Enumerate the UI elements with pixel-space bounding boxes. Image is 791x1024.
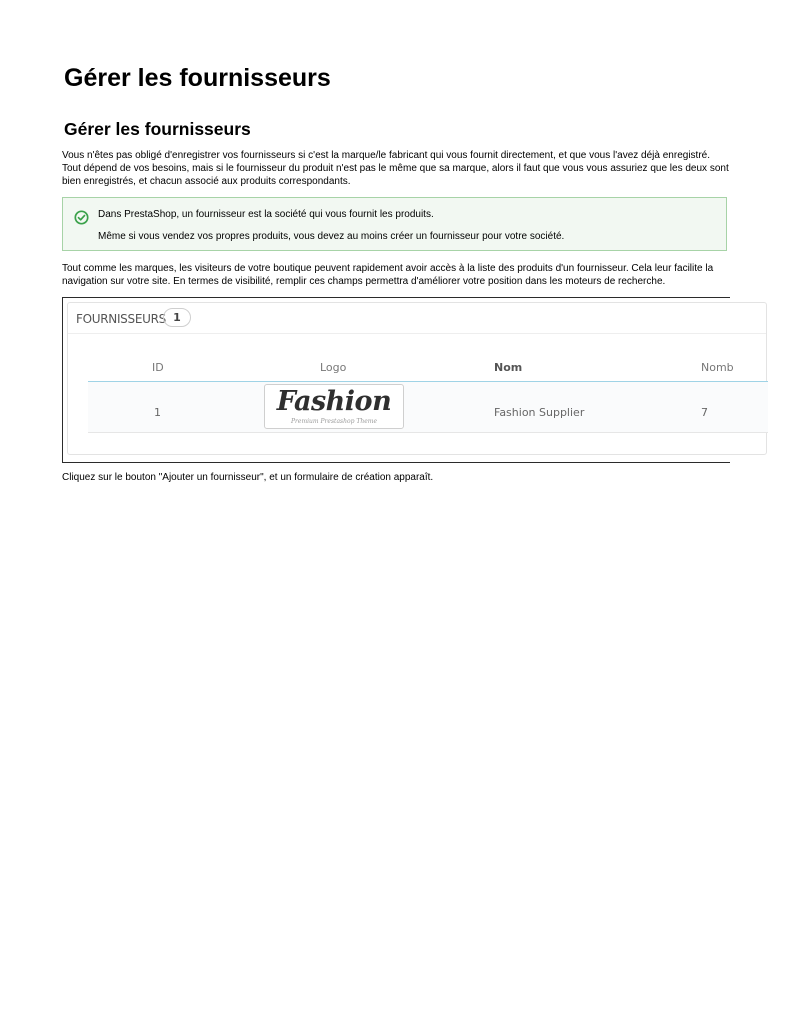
cell-nom: Fashion Supplier bbox=[494, 406, 585, 419]
visibility-paragraph: Tout comme les marques, les visiteurs de votre boutique peuvent rapidement avoir accès à la liste des produits d'un fournisseur. Cela leur facilite la navigation sur votre site. En termes de visibilité, remplir ces champs permettra d'améliorer votre position dans les moteurs de recherche. bbox=[62, 263, 714, 287]
count-badge: 1 bbox=[163, 308, 191, 327]
panel-title: FOURNISSEURS bbox=[76, 312, 166, 326]
panel-header bbox=[68, 303, 766, 334]
column-header-nombre[interactable]: Nomb bbox=[701, 361, 734, 374]
outro-paragraph: Cliquez sur le bouton "Ajouter un fournisseur", et un formulaire de création apparaît. bbox=[62, 472, 434, 483]
column-header-id[interactable]: ID bbox=[152, 361, 164, 374]
intro-paragraph: Vous n'êtes pas obligé d'enregistrer vos fournisseurs si c'est la marque/le fabricant qui vous fournit directement, et que vous l'avez déjà enregistré. Tout dépend de vos besoins, mais si le fournisseur du produit n'est pas le même que sa marque, alors il faut que vous vous assuriez que les deux sont bien enregistrés, et chacun associé aux produits correspondants. bbox=[62, 150, 729, 187]
table-row[interactable] bbox=[88, 382, 768, 433]
logo-wordmark: Fashion bbox=[276, 386, 392, 417]
supplier-logo bbox=[264, 384, 404, 429]
suppliers-screenshot bbox=[62, 297, 734, 463]
logo-tagline: Premium Prestashop Theme bbox=[290, 418, 377, 425]
page-title: Gérer les fournisseurs bbox=[64, 64, 331, 92]
suppliers-panel bbox=[67, 302, 767, 455]
cell-nombre: 7 bbox=[701, 406, 708, 419]
notice-line-1: Dans PrestaShop, un fournisseur est la société qui vous fournit les produits. bbox=[98, 209, 434, 220]
success-notice bbox=[62, 197, 727, 251]
column-header-logo[interactable]: Logo bbox=[320, 361, 347, 374]
notice-line-2: Même si vous vendez vos propres produits, vous devez au moins créer un fournisseur pour votre société. bbox=[98, 231, 565, 242]
check-circle-icon bbox=[74, 210, 89, 225]
column-header-nom[interactable]: Nom bbox=[494, 361, 523, 374]
section-title: Gérer les fournisseurs bbox=[64, 119, 251, 139]
cell-id: 1 bbox=[154, 406, 161, 419]
